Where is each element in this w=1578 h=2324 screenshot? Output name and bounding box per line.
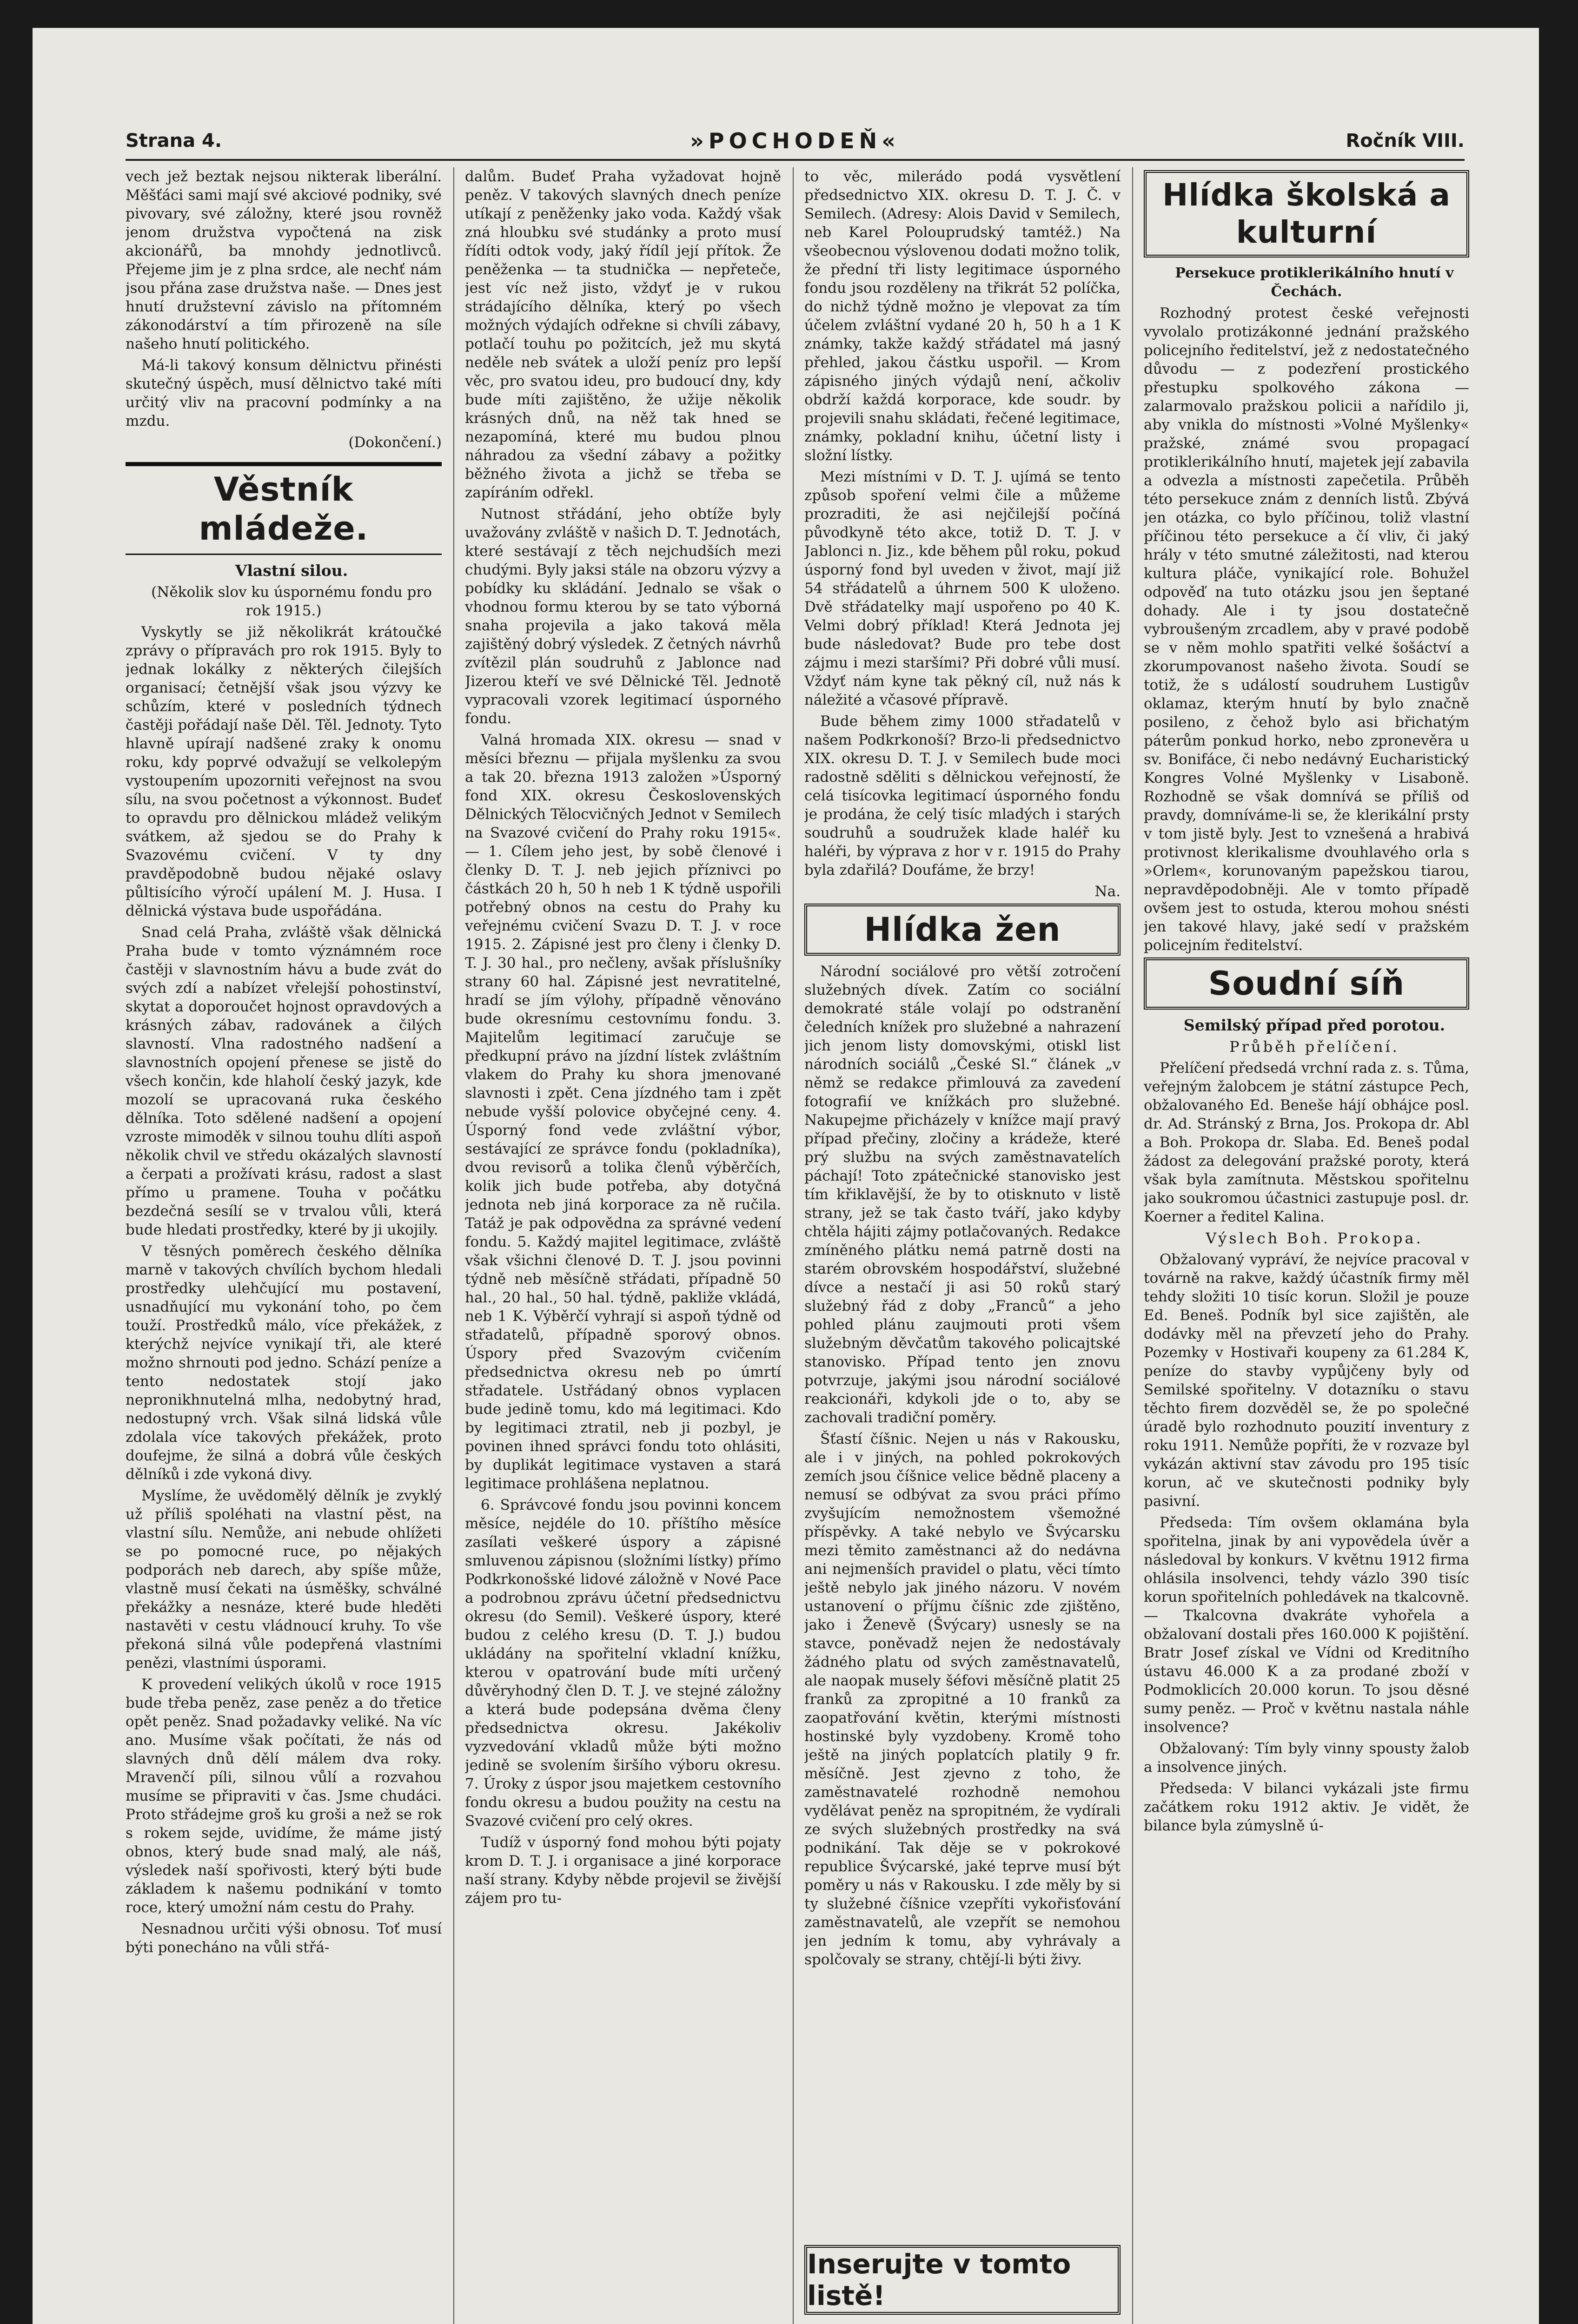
article-paragraph: Rozhodný protest české veřejnosti vyvolalo protizákonné jednání pražského policejního ředitelství, jež z nedostatečného důvodu — z podezření prostického přestupku spolkového zákona — zalarmovalo pražskou policii a nařídilo ji, aby vnikla do místnosti »Volné Myšlenky« pražské, známé svou propagací protiklerikálního hnutí, majetek její zabavila a odvezla a místnosti zapečetila. Průběh této persekuce znám z denních listů. Zbývá jen otázka, co bylo příčinou, toliž vlastní příčinou této persekuce a čí vliv, či jaký hrály v této smutné záležitosti, nad kterou kultura pláče, vynikající role. Bohužel odpověď na tuto otázku jsou jen šeptané dohady. Ale i ty jsou dostatečně vybroušeným zrcadlem, aby v pravé podobě se v něm mohlo spatřiti velké šošáctví a zkorumpovanost našeho života. Soudí se totiž, že s událostí soudruhem Lustigův oklamaz, kterým hnutí by bylo značně posileno, z čehož bylo asi břichatým páterům ponkud horko, nebo zpronevěra u sv. Bonifáce, či nebo nedávný Eucharistický Kongres Volné Myšlenky v Lisaboně. Rozhodně se však domnívá se příliš od pravdy, domníváme-li se, že klerikální prsty v tom jistě byly. Jest to vznešená a hrabivá protivnost klerikalisme dvouhlavého orla s »Orlem«, korunovaným papežskou tiarou, nepravděpodobněji. Ale v tomto případě ovšem jest to ostuda, kterou mohou snésti jen takové hlavy, jaké sedí v pražském policejním ředitelství. (1144, 305, 1469, 954)
article-paragraph: Šťastí číšnic. Nejen u nás v Rakousku, ale i v jiných, na pohled pokrokových zemích jsou číšnice velice bědně placeny a nemusí se odbývat za svou práci přímo zvyšujícím nemožnostem všemožné příspěvky. A také nebylo ve Švýcarsku mezi těmito zaměstnanci až do nedávna ani nejmenších pravidel o platu, věci tímto ještě nebylo jak jiného názoru. V novém ustanovení o příjmu číšnic zde zjištěno, jako i Ženevě (Švýcary) usnesly se na stavce, poněvadž nejen že nedostávaly žádného platu od svých zaměstnavatelů, ale naopak musely šéfovi měsíčně platit 25 franků za zpropitné a 10 franků za zaopatřování květin, kterými místnosti hostinské byly vyzdobeny. Kromě toho ještě na jiných poplatcích platily 9 fr. měsíčně. Jest zjevno z toho, že zaměstnavatelé rozhodně nemohou vydělávat peněz na spropitném, že vydírali ze svých služebných prostředky na svá podnikání. Tak děje se v pokrokové republice Švýcarské, jaké teprve musí být poměry u nás v Rakousku. I zde měly by si ty služebné číšnice vzepříti vykořisťování zaměstnavatelů, ale vzepřít se nemohou jen jedním k tomu, aby vyhrávaly a spolčovaly se strany, chtějí-li býti živy. (804, 1431, 1121, 1968)
article-paragraph: Nutnost střádání, jeho obtíže byly uvažovány zvláště v našich D. T. Jednotách, které sestávají z těch nejchudších mezi chudými. Byly jaksi stále na obzoru výzvy a pobídky ku skládání. Jednalo se však o vhodnou formu kterou by se tato výborná snaha projevila a jako taková měla zajištěný dobrý výsledek. Z četných návrhů zvítězil plán soudruhů z Jablonce nad Jizerou kteří ve své Dělnické Těl. Jednotě vypracovali vzorek legitimací úsporného fondu. (465, 506, 781, 727)
article-paragraph: K provedení velikých úkolů v roce 1915 bude třeba peněz, zase peněz a do třetice opět peněz. Snad požadavky veliké. Na víc ano. Musíme však počítati, že nás od slavných dnů dělí málem dva roky. Mravenčí píli, silnou vůlí a rozvahou musíme se připraviti v čas. Jsme chudáci. Proto střádejme groš ku groši a než se rok s rokem sejde, uvidíme, že máme jistý obnos, který bude snad malý, ale náš, výsledek naší spořivosti, který býti bude základem k našemu podnikání v tomto roce, který umožní nám cestu do Prahy. (126, 1676, 442, 1916)
continuation-note: (Dokončení.) (348, 434, 442, 451)
article-paragraph: Mezi místními v D. T. J. ujímá se tento způsob spoření velmi čile a můžeme prozraditi, že asi nejčilejší počíná původkyně této akce, totiž D. T. J. v Jablonci n. Jiz., kde během půl roku, pokud úsporný fond byl uveden v život, mají již 54 střádatelů a úhrnem 500 K uloženo. Dvě střádatelky mají uspořeno po 40 K. Velmi dobrý příklad! Která Jednota jej bude následovat? Bude pro tebe dost zájmu i mezi staršími? Při dobré vůli musí. Vždyť nám kyne tak pěkný cíl, nuž nás k náležité a včasové přípravě. (804, 469, 1121, 708)
article-paragraph: to věc, milerádo podá vysvětlení předsednictvo XIX. okresu D. T. J. Č. v Semilech. (Adresy: Alois David v Semilech, neb Karel Polouprudský tamtéž.) Na všeobecnou výslovenou dodati možno tolik, že přední tři listy legitimace úsporného fondu jsou rozděleny na třikrát 52 políčka, do nichž týdně možno je vlepovat za tím účelem zvláštní vydané 20 h, 50 h a 1 K známky, takže každý střádatel má jasný přehled, jakou částku uspořil. — Krom zápisného jiných výdajů není, ačkoliv obdrží každá korporace, kde soudr. by projevili snahu skládati, řečené legitimace, známky, pokladní knihu, účetní listy i složní lístky. (804, 168, 1121, 464)
column-divider (1132, 167, 1133, 2324)
article-title: Semilský případ před porotou. (1183, 1016, 1445, 1034)
article-subtitle: (Několik slov ku úspornému fondu pro rok 1915.) (151, 584, 432, 619)
article-subheading: Průběh přelíčení. (1229, 1038, 1399, 1056)
article-paragraph: Předseda: Tím ovšem oklamána byla spořitelna, jinak by ani vypovědela úvěr a následoval by konkurs. V květnu 1912 firma ohlásila insolvenci, tehdy vázlo 390 tisíc korun spořitelních pohledávek na tkalcovně. — Tkalcovna dvakráte vyhořela a obžalovaní dostali přes 160.000 K pojištění. Bratr Josef získal ve Vídni od Kreditního ústavu 46.000 K a za prodané zboží v Podmoklicích 20.000 korun. To jsou děsné sumy peněz. — Proč v květnu nastala náhle insolvence? (1144, 1514, 1469, 1736)
page-number: Strana 4. (126, 130, 222, 152)
page-header (126, 107, 1465, 163)
header-rule (126, 159, 1465, 161)
column-3 (804, 167, 1121, 2231)
section-box-culture (1144, 170, 1469, 257)
article-paragraph: Předseda: V bilanci vykázali jste firmu začátkem roku 1912 aktiv. Je vidět, že bilance byla zúmyslně ú- (1144, 1780, 1469, 1834)
section-title-women: Hlídka žen (864, 911, 1061, 949)
article-paragraph: vech jež beztak nejsou nikterak liberální. Měšťáci sami mají své akciové podniky, své pivovary, své záložny, které jsou rovněž jenom družstva vypočtená na zisk akcionářů, ba mnohdy jednotlivců. Přejeme jim je z plna srdce, ale nechť nám jsou přána zase družstva naše. — Dnes jest hnutí družstevní závislo na přítomném zákonodárství a tím přirozeně na síle našeho hnutí politického. (126, 168, 442, 352)
article-paragraph: Tudíž v úsporný fond mohou býti pojaty krom D. T. J. i organisace a jiné korporace naší strany. Kdyby něbde projevil se živější zájem pro tu- (465, 1834, 781, 1907)
article-paragraph: Bude během zimy 1000 střadatelů v našem Podkrkonoší? Brzo-li předsednictvo XIX. okresu D. T. J. v Semilech bude moci radostně sděliti s dělnickou veřejností, že celá tisícovka legitimací úsporného fondu je prodána, že celý tisíc mladých i starých soudruhů a soudružek klade haléř ku haléři, by výprava z hor v r. 1915 do Prahy byla zdařilá? Doufáme, že brzy! (804, 713, 1121, 878)
article-paragraph: Národní sociálové pro větší zotročení služebných dívek. Zatím co sociální demokraté stále volají po odstranění čeledních knížek pro služebné a nahrazení jich jenom listy domovskými, otiskl list národních sociálů „České Sl.“ článek „v němž se redakce přimlouvá za zavedení fotografií ve knížkách pro služebné. Nakupejme přicházely v knížce mají pravý případ přečiny, zločiny a krádeže, které prý službu na svých zaměstnavatelích páchají! Toto zpátečnické stanovisko jest tím křiklavější, že by to otisknuto v listě strany, jež se tak často tváří, jako kdyby chtěla hájiti zájmy potlačovaných. Redakce zmíněného plátku nemá patrně dosti na starém obrovském hospodářství, služebné dívce a nestačí ji asi 50 roků starý služebný řád z doby „Franců“ a jeho pohled plánu zaujmouti proti všem služebným děvčatům takového policajtské stanovisko. Případ tento jen znovu potvrzuje, jakými jsou národní sociálové reakcionáři, kdykoli jde o to, aby se zachovali tradiční poměry. (804, 963, 1121, 1426)
article-paragraph: Přelíčení předsedá vrchní rada z. s. Tůma, veřejným žalobcem je státní zástupce Pech, obžalovaného Ed. Beneše hájí obhájce posl. dr. Ad. Stránský z Brna, Jos. Prokopa dr. Abl a Boh. Prokopa dr. Slaba. Ed. Beneš podal žádost za delegování pražské poroty, která však byla zamítnuta. Městskou spořitelnu jako soukromou účastnici zastupuje posl. dr. Koerner a ředitel Kalina. (1144, 1060, 1469, 1225)
advertisement-box (804, 2245, 1121, 2315)
column-2 (465, 167, 781, 2324)
advertisement-text: Inserujte v tomto listě! (807, 2248, 1071, 2311)
article-subheading: Výslech Boh. Prokopa. (1206, 1229, 1423, 1247)
section-box-women (804, 904, 1121, 956)
newspaper-page (33, 28, 1539, 2324)
column-divider (453, 167, 454, 2324)
article-paragraph: Vyskytly se již několikrát krátoučké zprávy o přípravách pro rok 1915. Byly to jednak lokálky z některých čilejších organisací; četnější však jsou výzvy ke schůzím, které v posledních týdnech častěji pořádají naše Děl. Těl. Jednoty. Tyto hlavně upírají nadšené zraky k onomu roku, kdy poprvé odvažují se velkolepým vystoupením upozorniti veřejnost na svou sílu, na svou početnost a výkonnost. Budeť to opravdu pro dělnickou mládež velikým svátkem, až sjedou se do Prahy k Svazovému cvičení. V ty dny pravděpodobně budou nějaké oslavy půltisícího výročí upálení M. J. Husa. I dělnická výstava bude uspořádána. (126, 624, 442, 919)
article-paragraph: Myslíme, že uvědomělý dělník je zvyklý už příliš spoléhati na vlastní pěst, na vlastní sílu. Nemůže, ani nebude ohlížeti se po pomocné ruce, po nějakých podporách neb darech, aby spíše může, vlastně musí čekati na úsměšky, schválné překážky a nesnáze, které bude hleděti nastavěti v cestu vládnoucí kruhy. To vše překoná silná vůle podepřená vlastními penězi, vlastními úsporami. (126, 1487, 442, 1671)
column-1 (126, 167, 442, 2324)
article-title: Vlastní silou. (235, 561, 348, 580)
article-paragraph: V těsných poměrech českého dělníka marně v takových chvílích bychom hledali prostředky ulehčující mu postavení, usnadňující mu vykonání toho, po čem touží. Prostředků málo, více překážek, z kterýchž nejvíce vynikají tři, ale které možno shrnouti pod jedno. Schází peníze a tento nedostatek stojí jako nepronikhnutelná mlha, nedobytný hrad, nedostupný vrch. Však silná lidská vůle zdolala více takových překážek, proto doufejme, že silná a dobrá vůle českých dělníků i zde vykoná divy. (126, 1243, 442, 1483)
column-divider (793, 167, 794, 2324)
masthead-title: »POCHODEŇ« (690, 128, 900, 153)
section-title-youth: Věstník mládeže. (199, 470, 369, 548)
article-signature: Na. (1094, 883, 1121, 900)
article-paragraph: Nesnadnou určiti výši obnosu. Toť musí býti ponecháno na vůli střá- (126, 1921, 442, 1956)
section-rule (126, 462, 442, 466)
column-4 (1144, 167, 1469, 2324)
article-paragraph: Má-li takový konsum dělnictvu přinésti skutečný úspěch, musí dělnictvo také míti určitý vliv na pracovní podmínky a na mzdu. (126, 357, 442, 429)
article-paragraph: Obžalovaný vypráví, že nejvíce pracoval v továrně na rakve, každý účastník firmy měl tehdy složiti 10 tisíc korun. Složil je pouze Ed. Beneš. Podník byl sice zajištěn, ale dodávky měl na převzetí jeho do Prahy. Pozemky v Hostivaři koupeny za 61.284 K, peníze do stavby vypůjčeny byly od Semilské spořitelny. V dotazníku o stavu těchto firem dozvěděl se, že po společné úradě bylo rozhodnuto pouzití inventury z roku 1911. Nemůže popříti, že v rozvaze byl vykázán aktivní stav závodu pro 195 tisíc korun, ač ve skutečnosti podniky byly pasivní. (1144, 1251, 1469, 1510)
section-box-court (1144, 957, 1469, 1010)
section-title-culture: Hlídka školská a kulturní (1162, 177, 1451, 250)
article-paragraph: Snad celá Praha, zvláště však dělnická Praha bude v tomto význámném roce častěji v slavnostním hávu a bude zvát do svých zdí a nabízet vřelejší pohostinství, skytat a doporoučet hojnost opravdových a krásných zábav, radovánek a čilých slavností. Vlna radostného nadšení a slavnostních opojení přenese se jistě do všech končin, kde hlaholí český jazyk, kde mozolí se upracovaná ruka českého dělníka. Toto sdělené nadšení a opojení vzroste mimoděk v silnou touhu dlíti aspoň několik chvil ve středu okázalých slavností a čerpati a prožívati krásu, radost a slast přímo u pramene. Touha v počátku bezdečná sesílí se v trvalou vůli, která bude hledati prostředky, které by ji ukojily. (126, 924, 442, 1238)
section-rule-thin (126, 554, 442, 555)
volume-number: Ročník VIII. (1346, 130, 1465, 152)
article-paragraph: 6. Správcové fondu jsou povinni koncem měsíce, nejdéle do 10. příštího měsíce zasílati veškeré úspory a zápisné smluvenou zápisnou (složními lístky) přímo Podkrkonošské lidové záložně v Nové Pace a podrobnou zprávu účetní předsednictvu okresu (do Semil). Veškeré úspory, které budou z celého kresu (D. T. J.) budou ukládány na spořitelní vkladní knížku, kterou v opatrování bude míti určený důvěryhodný člen D. T. J. ve stejné záložny a která bude podepsána dvěma členy předsednictva okresu. Jakékoliv vyzvedování vkladů může býti možno jedině se svolením širšího výboru okresu. 7. Úroky z úspor jsou majetkem cestovního fondu okresu a budou použity na cestu na Svazové cvičení pro celý okres. (465, 1497, 781, 1829)
section-title-court: Soudní síň (1208, 964, 1405, 1003)
article-title: Persekuce protiklerikálního hnutí v Čechách. (1175, 265, 1454, 300)
article-paragraph: dalům. Budeť Praha vyžadovat hojně peněz. V takových slavných dnech peníze utíkají z peněženky jako voda. Každý však zná hloubku své studánky a proto musí řídíti odtok vody, jaký řídíl její přítok. Že peněženka — ta studnička — nepřeteče, jest víc než jisto, vždyť je v rukou strádajícího dělníka, který po všech možných výdajích odřekne si chvíli zábavy, potlačí touhu po požitcích, jež mu skytá neděle neb svátek a uloží peníz pro lepší věc, pro svatou ideu, pro budoucí dny, kdy bude míti zajištěno, že užije několik krásných dnů, na něž tak hned se nezapomíná, které mu budou plnou náhradou za všední zábavy a požitky běžného života a jichž se třeba se zapíráním odřekl. (465, 168, 781, 501)
article-paragraph: Valná hromada XIX. okresu — snad v měsíci březnu — přijala myšlenku za svou a tak 20. března 1913 založen »Úsporný fond XIX. okresu Československých Dělnických Tělocvičných Jednot v Semilech na Svazové cvičení do Prahy roku 1915«. — 1. Cílem jeho jest, by sobě členové i členky D. T. J. neb jejich příznivci po částkách 20 h, 50 h neb 1 K týdně uspořili potřebný obnos na cestu do Prahy ku veřejnému cvičení Svazu D. T. J. v roce 1915. 2. Zápisné jest pro členy i členky D. T. J. 30 hal., pro nečleny, avšak příslušníky strany 60 hal. Zápisné jest nevratitelné, hradí se jím výlohy, případně věnováno bude okresnímu cestovnímu fondu. 3. Majitelům legitimací zaručuje se předkupní právo na jízdní lístek zvláštním vlakem do Prahy ku shora jmenované slavnosti i zpět. Cena jízdného tam i zpět nebude vyšší polovice obyčejné ceny. 4. Úsporný fond vede zvláštní výbor, sestávající ze správce fondu (pokladníka), dvou revisorů a tolika členů výběrčích, kolik jich bude potřeba, aby dotyčná jednota neb jiná korporace za ně ručila. Tatáž je pak odpovědna za správné vedení fondu. 5. Každý majitel legitimace, zvláště však všichni členové D. T. J. jsou povinni týdně neb měsíčně střádati, případně 50 hal., 20 hal., 50 hal. týdně, pakliže vkládá, neb 1 K. Výběrčí vyhrají si aspoň týdně od střadatelů, případně sporový obnos. Úspory před Svazovým cvičením předsednictva okresu neb po úmrtí střadatele. Ustřádaný obnos vyplacen bude jedině tomu, kdo má legitimaci. Kdo by legitimaci ztratil, neb ji pozbyl, je povinen ihned správci fondu toto ohlásiti, by duplikát legitimace vystaven a stará legitimace prohlášena neplatnou. (465, 732, 781, 1492)
article-paragraph: Obžalovaný: Tím byly vinny spousty žalob a insolvence jiných. (1144, 1740, 1469, 1776)
